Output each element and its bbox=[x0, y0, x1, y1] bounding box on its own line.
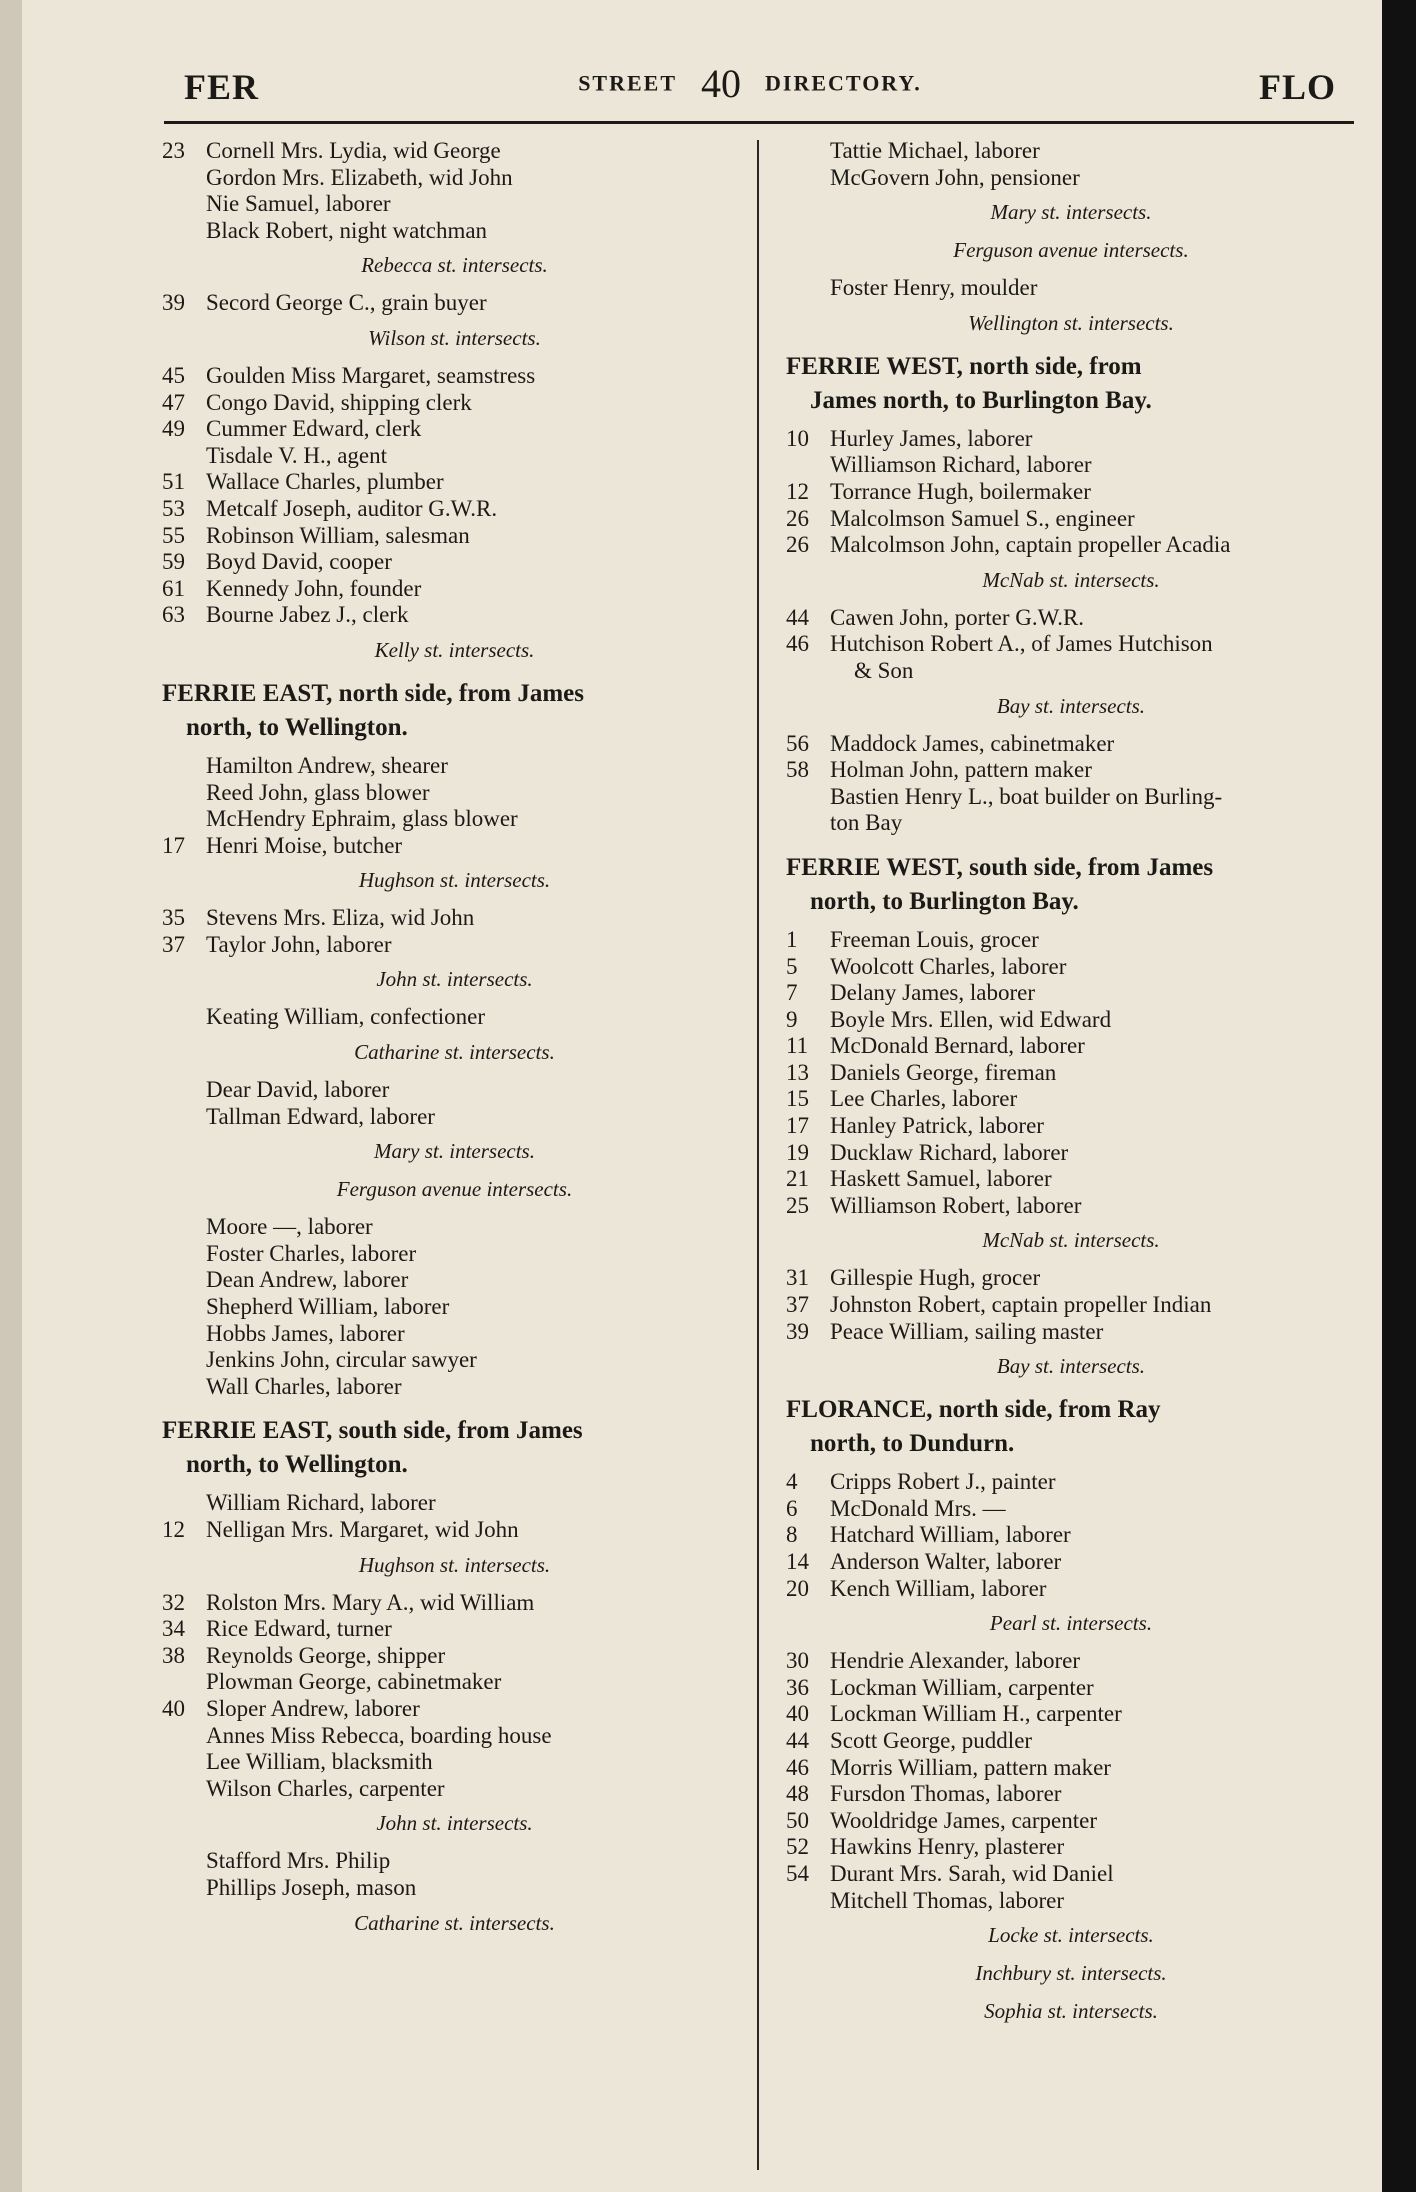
resident-text: Hawkins Henry, plasterer bbox=[830, 1834, 1065, 1860]
directory-entry bbox=[162, 290, 747, 317]
house-number: 37 bbox=[162, 931, 185, 957]
directory-entry bbox=[786, 810, 1356, 837]
house-number: 61 bbox=[162, 575, 185, 601]
resident-text: Plowman George, cabinetmaker bbox=[206, 1669, 502, 1695]
directory-entry bbox=[786, 1888, 1356, 1915]
directory-entry bbox=[786, 757, 1356, 784]
street-heading bbox=[162, 677, 747, 745]
house-number: 30 bbox=[786, 1648, 809, 1674]
house-number: 44 bbox=[786, 1727, 809, 1753]
house-number: 39 bbox=[162, 290, 185, 316]
street-heading-line2: north, to Burlington Bay. bbox=[810, 887, 1079, 915]
directory-entry bbox=[786, 426, 1356, 453]
directory-entry bbox=[162, 549, 747, 576]
resident-text: Moore —, laborer bbox=[206, 1214, 373, 1240]
directory-entry bbox=[162, 1590, 747, 1617]
directory-entry bbox=[786, 532, 1356, 559]
resident-text: Maddock James, cabinetmaker bbox=[830, 730, 1115, 756]
street-heading-line1: FERRIE EAST, south side, from James bbox=[162, 1417, 583, 1445]
resident-text: McDonald Mrs. — bbox=[830, 1495, 1006, 1521]
street-heading bbox=[786, 350, 1356, 418]
directory-entry bbox=[162, 443, 747, 470]
resident-text: Bastien Henry L., boat builder on Burling- bbox=[830, 783, 1223, 809]
page-number: 40 bbox=[701, 61, 742, 106]
directory-entry bbox=[786, 1728, 1356, 1755]
street-heading bbox=[786, 1393, 1356, 1461]
directory-entry bbox=[786, 1469, 1356, 1496]
resident-text: Sloper Andrew, laborer bbox=[206, 1695, 420, 1721]
house-number: 38 bbox=[162, 1642, 185, 1668]
directory-entry bbox=[162, 1875, 747, 1902]
street-heading-line1: FLORANCE, north side, from Ray bbox=[786, 1396, 1161, 1424]
resident-text: Gillespie Hugh, grocer bbox=[830, 1265, 1041, 1291]
resident-text: Annes Miss Rebecca, boarding house bbox=[206, 1722, 552, 1748]
directory-entry bbox=[786, 1808, 1356, 1835]
directory-entry bbox=[162, 932, 747, 959]
directory-entry bbox=[786, 980, 1356, 1007]
house-number: 48 bbox=[786, 1781, 809, 1807]
resident-text: Keating William, confectioner bbox=[206, 1004, 486, 1030]
directory-entry bbox=[162, 753, 747, 780]
directory-entry bbox=[162, 1241, 747, 1268]
intersecting-street: Ferguson avenue intersects. bbox=[336, 1177, 573, 1202]
resident-text: ton Bay bbox=[830, 810, 903, 836]
house-number: 26 bbox=[786, 532, 809, 558]
house-number: 44 bbox=[786, 604, 809, 630]
intersecting-street: Bay st. intersects. bbox=[996, 1354, 1146, 1379]
directory-entry bbox=[786, 1755, 1356, 1782]
directory-entry bbox=[786, 138, 1356, 165]
house-number: 56 bbox=[786, 730, 809, 756]
intersecting-street: Kelly st. intersects. bbox=[374, 637, 535, 662]
resident-text: Nelligan Mrs. Margaret, wid John bbox=[206, 1517, 519, 1542]
directory-entry bbox=[786, 1648, 1356, 1675]
resident-text: Rice Edward, turner bbox=[206, 1616, 392, 1642]
intersecting-street: Sophia st. intersects. bbox=[984, 1999, 1158, 2024]
resident-text: Gordon Mrs. Elizabeth, wid John bbox=[206, 164, 513, 190]
resident-text: Taylor John, laborer bbox=[206, 931, 392, 957]
resident-text: Nie Samuel, laborer bbox=[206, 191, 391, 217]
house-number: 45 bbox=[162, 362, 185, 388]
house-number: 31 bbox=[786, 1265, 809, 1291]
resident-text: Wallace Charles, plumber bbox=[206, 469, 444, 495]
directory-entry bbox=[162, 1643, 747, 1670]
house-number: 5 bbox=[786, 953, 798, 979]
directory-entry bbox=[162, 390, 747, 417]
resident-text: Williamson Robert, laborer bbox=[830, 1192, 1082, 1218]
intersecting-street: Hughson st. intersects. bbox=[358, 868, 551, 893]
house-number: 50 bbox=[786, 1807, 809, 1833]
house-number: 46 bbox=[786, 1754, 809, 1780]
directory-entry bbox=[786, 1834, 1356, 1861]
directory-entry bbox=[786, 1496, 1356, 1523]
directory-entry bbox=[786, 1140, 1356, 1167]
page-binding-edge bbox=[0, 0, 22, 2192]
resident-text: Tisdale V. H., agent bbox=[206, 442, 388, 468]
directory-entry bbox=[786, 1060, 1356, 1087]
page-dark-edge bbox=[1382, 0, 1416, 2192]
directory-entry bbox=[162, 1294, 747, 1321]
intersecting-street: Rebecca st. intersects. bbox=[361, 253, 548, 278]
directory-entry bbox=[162, 1616, 747, 1643]
directory-entry bbox=[162, 416, 747, 443]
directory-entry bbox=[162, 1077, 747, 1104]
house-number: 54 bbox=[786, 1860, 809, 1886]
street-heading-line2: James north, to Burlington Bay. bbox=[810, 386, 1152, 414]
house-number: 51 bbox=[162, 469, 185, 495]
resident-text: Phillips Joseph, mason bbox=[206, 1874, 417, 1900]
resident-text: Scott George, puddler bbox=[830, 1727, 1033, 1753]
street-heading bbox=[162, 1414, 747, 1482]
resident-text: Jenkins John, circular sawyer bbox=[206, 1347, 477, 1373]
intersecting-street: Locke st. intersects. bbox=[988, 1923, 1154, 1948]
directory-entry bbox=[162, 576, 747, 603]
directory-entry bbox=[786, 1113, 1356, 1140]
resident-text: Mitchell Thomas, laborer bbox=[830, 1887, 1064, 1913]
directory-entry bbox=[162, 1214, 747, 1241]
resident-text: Henri Moise, butcher bbox=[206, 832, 403, 858]
house-number: 11 bbox=[786, 1033, 809, 1059]
resident-text: Haskett Samuel, laborer bbox=[830, 1166, 1052, 1192]
resident-text: Delany James, laborer bbox=[830, 980, 1036, 1006]
resident-text: Lockman William, carpenter bbox=[830, 1674, 1094, 1700]
house-number: 34 bbox=[162, 1616, 185, 1642]
intersecting-street: Ferguson avenue intersects. bbox=[953, 238, 1189, 263]
resident-text: Woolcott Charles, laborer bbox=[830, 953, 1067, 979]
resident-text: Foster Henry, moulder bbox=[830, 275, 1038, 301]
header-center bbox=[164, 60, 1336, 107]
resident-text: Reed John, glass blower bbox=[206, 779, 430, 805]
directory-entry bbox=[162, 833, 747, 860]
resident-text: Cripps Robert J., painter bbox=[830, 1469, 1056, 1495]
directory-entry bbox=[162, 1374, 747, 1401]
directory-entry bbox=[162, 780, 747, 807]
intersecting-street: Bay st. intersects. bbox=[996, 693, 1146, 718]
resident-text: Bourne Jabez J., clerk bbox=[206, 602, 409, 628]
resident-text: Freeman Louis, grocer bbox=[830, 926, 1039, 952]
directory-entry bbox=[162, 1321, 747, 1348]
resident-text: Tattie Michael, laborer bbox=[830, 138, 1040, 163]
house-number: 21 bbox=[786, 1166, 809, 1192]
house-number: 53 bbox=[162, 495, 185, 521]
house-number: 9 bbox=[786, 1006, 798, 1032]
resident-text: Shepherd William, laborer bbox=[206, 1294, 450, 1320]
directory-entry bbox=[162, 602, 747, 629]
directory-entry bbox=[786, 631, 1356, 658]
house-number: 13 bbox=[786, 1059, 809, 1085]
intersecting-street: Pearl st. intersects. bbox=[989, 1611, 1153, 1636]
resident-text: Lee Charles, laborer bbox=[830, 1086, 1018, 1112]
resident-text: Cawen John, porter G.W.R. bbox=[830, 604, 1085, 630]
resident-text: Torrance Hugh, boilermaker bbox=[830, 478, 1091, 504]
house-number: 58 bbox=[786, 757, 809, 783]
street-heading-line2: north, to Dundurn. bbox=[810, 1430, 1015, 1458]
house-number: 39 bbox=[786, 1318, 809, 1344]
house-number: 14 bbox=[786, 1549, 809, 1574]
directory-entry bbox=[162, 1347, 747, 1374]
directory-entry bbox=[786, 954, 1356, 981]
directory-entry bbox=[162, 523, 747, 550]
directory-entry bbox=[786, 1861, 1356, 1888]
intersecting-street: John st. intersects. bbox=[376, 967, 533, 992]
house-number: 8 bbox=[786, 1522, 798, 1548]
directory-entry bbox=[786, 506, 1356, 533]
resident-text: Tallman Edward, laborer bbox=[206, 1103, 435, 1129]
resident-text: William Richard, laborer bbox=[206, 1490, 436, 1516]
house-number: 26 bbox=[786, 505, 809, 531]
directory-entry bbox=[786, 927, 1356, 954]
resident-text: Rolston Mrs. Mary A., wid William bbox=[206, 1589, 535, 1615]
directory-entry bbox=[162, 469, 747, 496]
intersecting-street: Catharine st. intersects. bbox=[354, 1040, 555, 1065]
directory-entry bbox=[162, 1848, 747, 1875]
house-number: 7 bbox=[786, 980, 798, 1006]
resident-text: Reynolds George, shipper bbox=[206, 1642, 446, 1668]
resident-text: Metcalf Joseph, auditor G.W.R. bbox=[206, 495, 498, 521]
directory-entry bbox=[786, 1193, 1356, 1220]
header-street: STREET bbox=[578, 70, 678, 96]
intersecting-street: Wellington st. intersects. bbox=[968, 310, 1174, 335]
directory-entry bbox=[786, 784, 1356, 811]
directory-entry bbox=[162, 1490, 747, 1517]
house-number: 55 bbox=[162, 522, 185, 548]
street-heading-line2: north, to Wellington. bbox=[186, 1451, 408, 1479]
header-left-key: FER bbox=[184, 67, 259, 107]
resident-text: Black Robert, night watchman bbox=[206, 217, 488, 243]
intersecting-street: Catharine st. intersects. bbox=[354, 1910, 555, 1935]
intersecting-street: Hughson st. intersects. bbox=[358, 1552, 551, 1577]
directory-entry bbox=[162, 1104, 747, 1131]
resident-text: Stafford Mrs. Philip bbox=[206, 1848, 391, 1874]
directory-entry bbox=[162, 1669, 747, 1696]
street-heading-line1: FERRIE EAST, north side, from James bbox=[162, 679, 585, 707]
house-number: 63 bbox=[162, 602, 185, 628]
resident-text: Lee William, blacksmith bbox=[206, 1749, 433, 1775]
house-number: 40 bbox=[162, 1695, 185, 1721]
directory-entry bbox=[786, 452, 1356, 479]
house-number: 40 bbox=[786, 1701, 809, 1727]
house-number: 47 bbox=[162, 389, 185, 415]
directory-entry bbox=[162, 806, 747, 833]
directory-entry bbox=[786, 1701, 1356, 1728]
directory-entry bbox=[162, 1749, 747, 1776]
directory-entry bbox=[786, 1007, 1356, 1034]
resident-text: Secord George C., grain buyer bbox=[206, 290, 487, 316]
resident-text: Holman John, pattern maker bbox=[830, 757, 1092, 783]
resident-text: Malcolmson John, captain propeller Acadia bbox=[830, 532, 1231, 558]
resident-text: Wall Charles, laborer bbox=[206, 1373, 402, 1399]
resident-text: Kennedy John, founder bbox=[206, 575, 422, 601]
resident-text: Hendrie Alexander, laborer bbox=[830, 1648, 1081, 1674]
house-number: 17 bbox=[786, 1113, 809, 1139]
resident-text: Cummer Edward, clerk bbox=[206, 416, 422, 442]
directory-entry bbox=[786, 479, 1356, 506]
directory-entry bbox=[162, 1267, 747, 1294]
resident-text: Dean Andrew, laborer bbox=[206, 1267, 409, 1293]
resident-text: Durant Mrs. Sarah, wid Daniel bbox=[830, 1860, 1114, 1886]
resident-text: Morris William, pattern maker bbox=[830, 1754, 1111, 1780]
directory-entry bbox=[162, 1696, 747, 1723]
house-number: 46 bbox=[786, 631, 809, 657]
directory-entry bbox=[786, 1265, 1356, 1292]
resident-text: McDonald Bernard, laborer bbox=[830, 1033, 1085, 1059]
directory-entry bbox=[786, 1166, 1356, 1193]
resident-text: Hutchison Robert A., of James Hutchison bbox=[830, 631, 1213, 657]
resident-text: Hobbs James, laborer bbox=[206, 1320, 405, 1346]
house-number: 10 bbox=[786, 425, 809, 451]
house-number: 25 bbox=[786, 1192, 809, 1218]
left-column bbox=[162, 138, 747, 1948]
resident-text: Williamson Richard, laborer bbox=[830, 452, 1092, 478]
street-heading-line1: FERRIE WEST, north side, from bbox=[786, 352, 1142, 380]
directory-entry bbox=[162, 138, 747, 165]
house-number: 6 bbox=[786, 1495, 798, 1521]
directory-entry bbox=[162, 1517, 747, 1544]
directory-entry bbox=[786, 1675, 1356, 1702]
directory-entry bbox=[786, 1549, 1356, 1576]
house-number: 36 bbox=[786, 1674, 809, 1700]
resident-text: Hurley James, laborer bbox=[830, 425, 1033, 451]
house-number: 59 bbox=[162, 549, 185, 575]
directory-entry bbox=[162, 905, 747, 932]
house-number: 52 bbox=[786, 1834, 809, 1860]
intersecting-street: Mary st. intersects. bbox=[990, 200, 1152, 225]
resident-text: Hanley Patrick, laborer bbox=[830, 1113, 1044, 1139]
resident-text: Dear David, laborer bbox=[206, 1077, 390, 1103]
page-header bbox=[164, 60, 1336, 110]
directory-entry bbox=[162, 496, 747, 523]
directory-entry bbox=[786, 605, 1356, 632]
header-directory: DIRECTORY. bbox=[765, 70, 922, 96]
resident-text: Hatchard William, laborer bbox=[830, 1522, 1071, 1548]
directory-entry bbox=[786, 1576, 1356, 1603]
house-number: 32 bbox=[162, 1589, 185, 1615]
intersecting-street: McNab st. intersects. bbox=[982, 1228, 1160, 1253]
directory-entry bbox=[786, 1086, 1356, 1113]
directory-entry bbox=[162, 363, 747, 390]
resident-text: Goulden Miss Margaret, seamstress bbox=[206, 362, 536, 388]
resident-text: McGovern John, pensioner bbox=[830, 164, 1080, 190]
resident-text: Hamilton Andrew, shearer bbox=[206, 752, 448, 778]
directory-entry bbox=[162, 165, 747, 192]
street-heading-line2: north, to Wellington. bbox=[186, 713, 408, 741]
resident-text: Cornell Mrs. Lydia, wid George bbox=[206, 138, 501, 163]
header-rule bbox=[164, 121, 1354, 124]
resident-text: Malcolmson Samuel S., engineer bbox=[830, 505, 1135, 531]
directory-entry bbox=[786, 1319, 1356, 1346]
intersecting-street: Inchbury st. intersects. bbox=[975, 1961, 1167, 1986]
house-number: 4 bbox=[786, 1469, 798, 1495]
intersecting-street: McNab st. intersects. bbox=[982, 567, 1160, 592]
house-number: 19 bbox=[786, 1139, 809, 1165]
directory-entry bbox=[162, 1723, 747, 1750]
directory-entry bbox=[786, 1781, 1356, 1808]
resident-text: Lockman William H., carpenter bbox=[830, 1701, 1122, 1727]
resident-text: Foster Charles, laborer bbox=[206, 1240, 417, 1266]
resident-text: Fursdon Thomas, laborer bbox=[830, 1781, 1062, 1807]
right-column bbox=[786, 138, 1356, 2036]
house-number: 37 bbox=[786, 1292, 809, 1318]
directory-entry bbox=[162, 1776, 747, 1803]
house-number: 1 bbox=[786, 926, 798, 952]
directory-entry bbox=[162, 191, 747, 218]
intersecting-street: Wilson st. intersects. bbox=[368, 325, 541, 350]
resident-text: Robinson William, salesman bbox=[206, 522, 470, 548]
directory-entry bbox=[786, 275, 1356, 302]
intersecting-street: Mary st. intersects. bbox=[374, 1139, 535, 1164]
directory-entry bbox=[786, 731, 1356, 758]
resident-text: Ducklaw Richard, laborer bbox=[830, 1139, 1069, 1165]
header-right-key: FLO bbox=[1258, 67, 1336, 107]
house-number: 17 bbox=[162, 832, 185, 858]
resident-text: Kench William, laborer bbox=[830, 1575, 1047, 1601]
street-heading-line1: FERRIE WEST, south side, from James bbox=[786, 853, 1214, 881]
resident-text: Peace William, sailing master bbox=[830, 1318, 1104, 1344]
directory-entry bbox=[786, 165, 1356, 192]
resident-text: Stevens Mrs. Eliza, wid John bbox=[206, 905, 475, 931]
directory-entry bbox=[162, 1004, 747, 1031]
directory-entry bbox=[786, 1522, 1356, 1549]
resident-text: McHendry Ephraim, glass blower bbox=[206, 806, 518, 832]
house-number: 12 bbox=[786, 478, 809, 504]
directory-entry bbox=[162, 218, 747, 245]
resident-text: Wilson Charles, carpenter bbox=[206, 1775, 445, 1801]
resident-text: Johnston Robert, captain propeller Indian bbox=[830, 1292, 1212, 1318]
house-number: 49 bbox=[162, 416, 185, 442]
resident-text: Congo David, shipping clerk bbox=[206, 389, 472, 415]
house-number: 12 bbox=[162, 1517, 185, 1542]
column-divider bbox=[757, 140, 759, 2170]
directory-entry bbox=[786, 1292, 1356, 1319]
resident-text: Boyd David, cooper bbox=[206, 549, 392, 575]
house-number: 15 bbox=[786, 1086, 809, 1112]
resident-text: Boyle Mrs. Ellen, wid Edward bbox=[830, 1006, 1112, 1032]
directory-entry bbox=[786, 1033, 1356, 1060]
intersecting-street: John st. intersects. bbox=[376, 1811, 533, 1836]
entry-continuation: & Son bbox=[854, 657, 914, 683]
street-heading bbox=[786, 851, 1356, 919]
house-number: 20 bbox=[786, 1575, 809, 1601]
resident-text: Daniels George, fireman bbox=[830, 1059, 1057, 1085]
house-number: 35 bbox=[162, 905, 185, 931]
resident-text: Wooldridge James, carpenter bbox=[830, 1807, 1098, 1833]
house-number: 23 bbox=[162, 138, 185, 163]
resident-text: Anderson Walter, laborer bbox=[830, 1549, 1062, 1574]
